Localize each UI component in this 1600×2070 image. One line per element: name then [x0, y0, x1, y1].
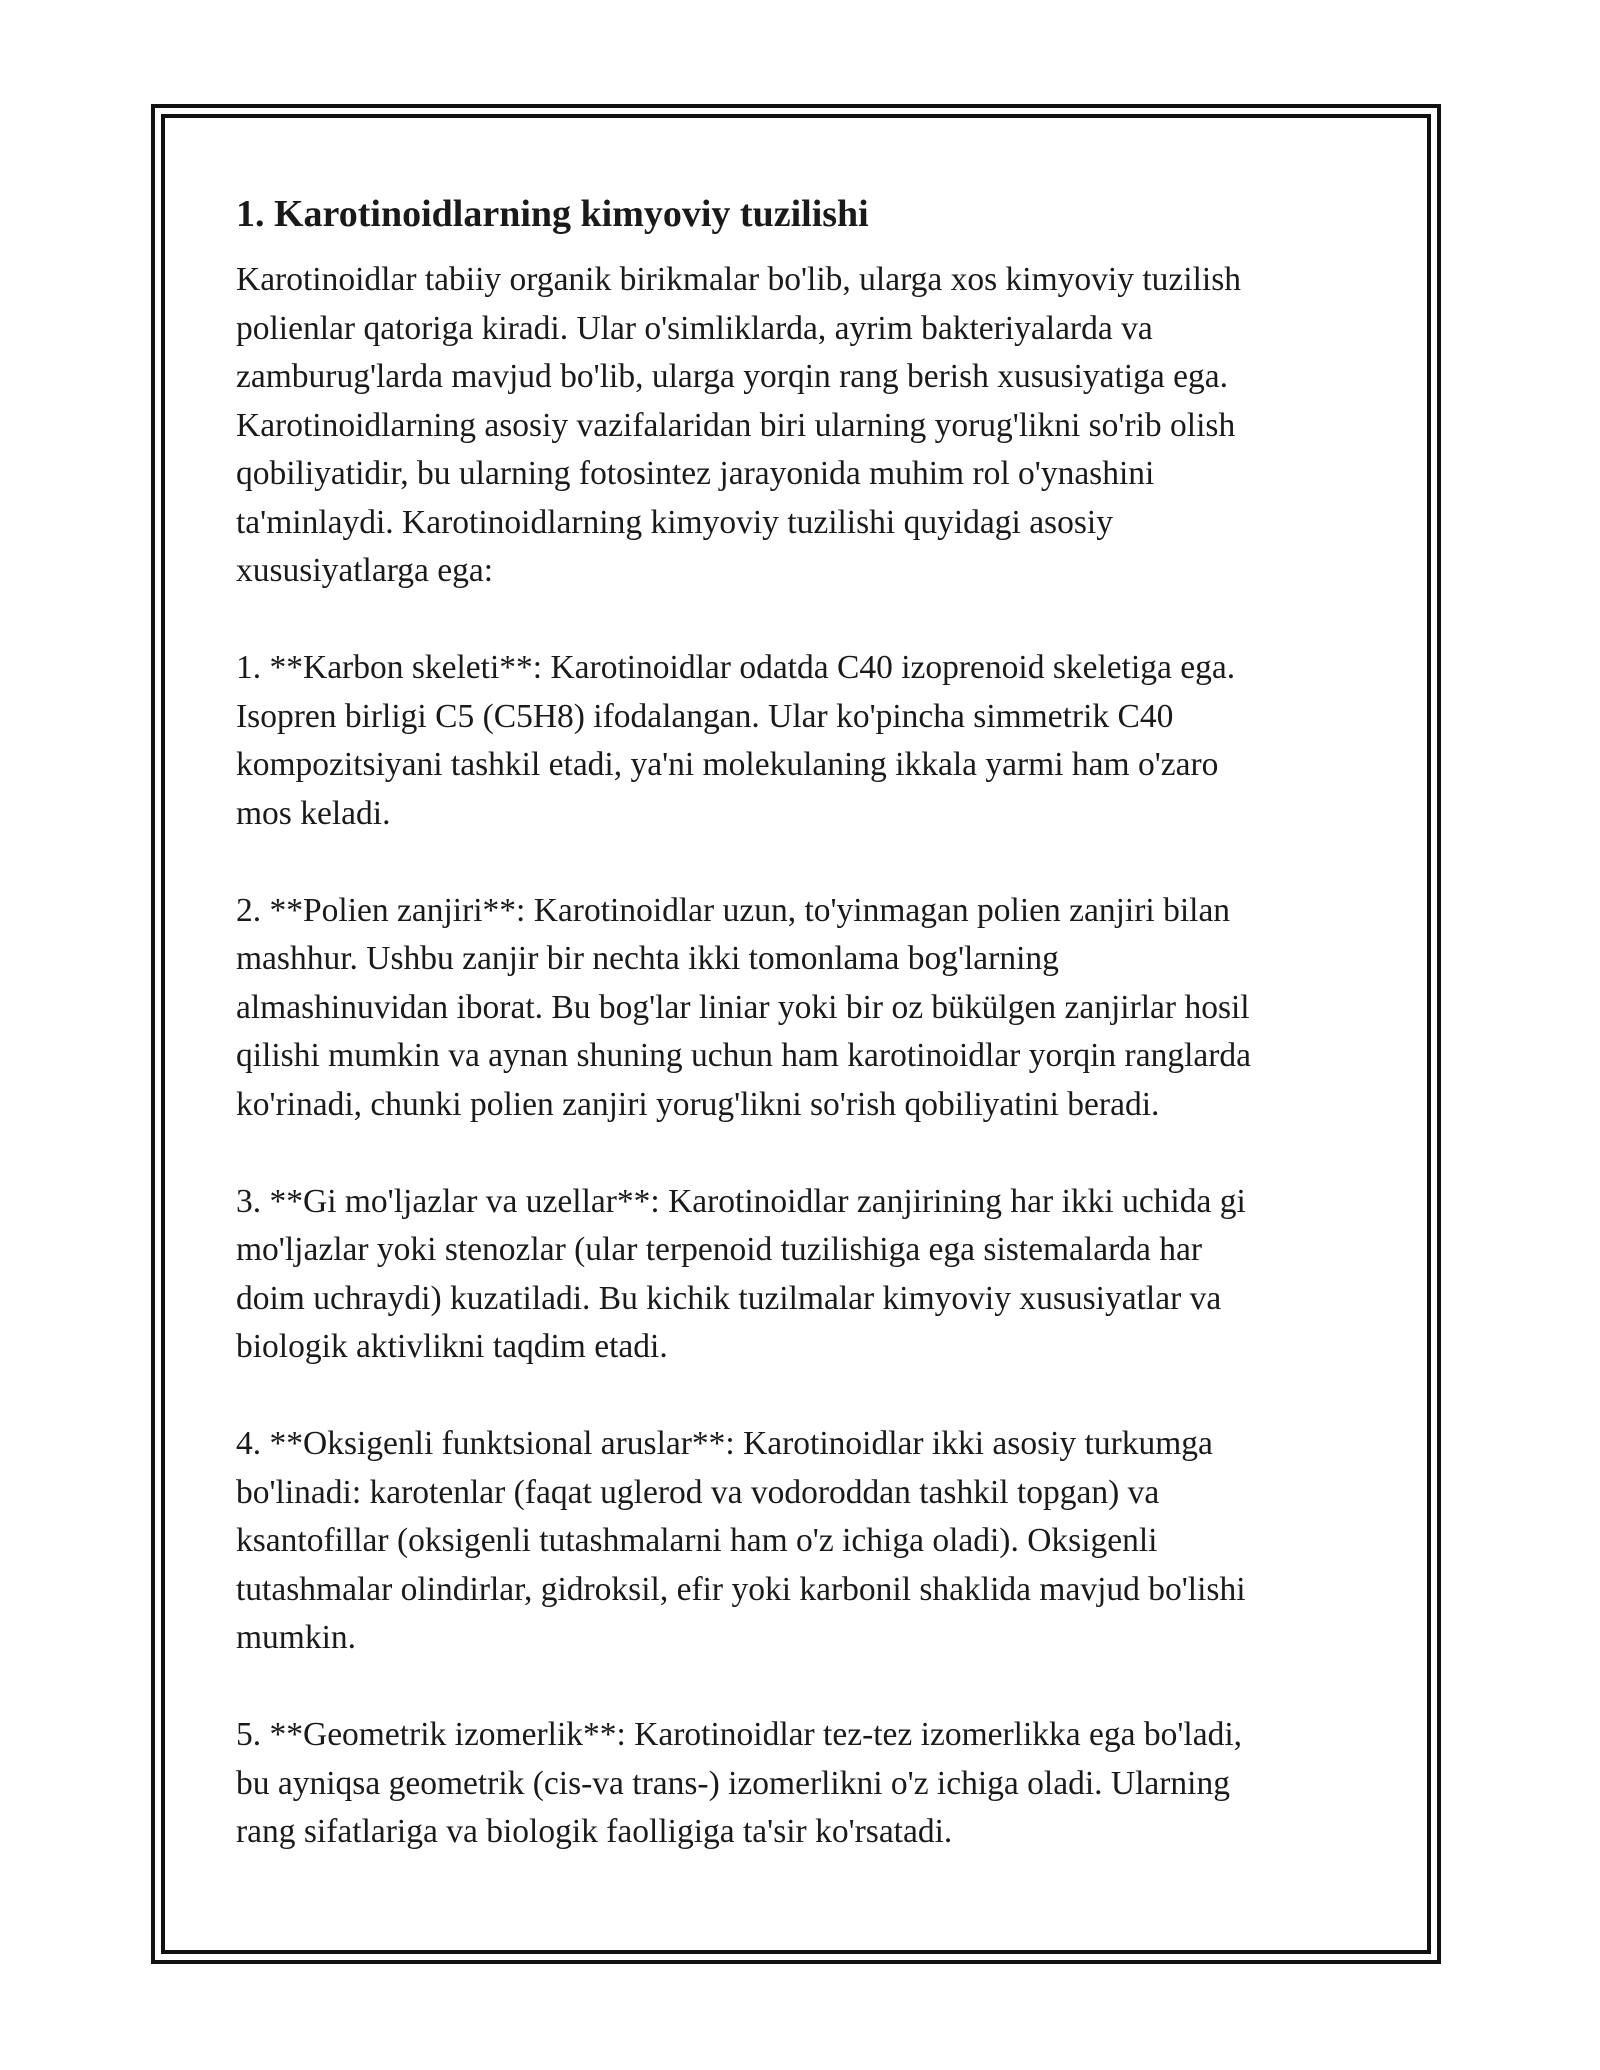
intro-paragraph: Karotinoidlar tabiiy organik birikmalar bo'lib, ularga xos kimyoviy tuzilish polienlar qatoriga kiradi. Ular o'simliklarda, ayrim bakteriyalarda va zamburug'larda mavjud bo'lib, ularga yorqin rang berish xususiyatiga ega. Karotinoidlarning asosiy vazifalaridan biri ularning yorug'likni so'rib olish qobiliyatidir, bu ularning fotosintez jarayonida muhim rol o'ynashini ta'minlaydi. Karotinoidlarning kimyoviy tuzilishi quyidagi asosiy xususiyatlarga ega: — [236, 261, 1241, 589]
list-item-geometric-isomerism: 5. **Geometrik izomerlik**: Karotinoidlar tez-tez izomerlikka ega bo'ladi, bu ayniqsa geometrik (cis-va trans-) izomerlikni o'z ichiga oladi. Ularning rang sifatlariga va biologik faolligiga ta'sir ko'rsatadi. — [236, 1716, 1243, 1850]
list-item-polyene-chain: 2. **Polien zanjiri**: Karotinoidlar uzun, to'yinmagan polien zanjiri bilan mashhur. Ushbu zanjir bir nechta ikki tomonlama bog'larning almashinuvidan iborat. Bu bog'lar liniar yoki bir oz bükülgen zanjirlar hosil qilishi mumkin va aynan shuning uchun ham karotinoidlar yorqin ranglarda ko'rinadi, chunki polien zanjiri yorug'likni so'rish qobiliyatini beradi. — [236, 891, 1252, 1123]
list-item-carbon-skeleton: 1. **Karbon skeleti**: Karotinoidlar odatda C40 izoprenoid skeletiga ega. Isopren birligi C5 (C5H8) ifodalangan. Ular ko'pincha simmetrik C40 kompozitsiyani tashkil etadi, ya'ni molekulaning ikkala yarmi ham o'zaro mos keladi. — [236, 649, 1236, 832]
document-body — [236, 186, 1366, 1857]
list-item-end-groups: 3. **Gi mo'ljazlar va uzellar**: Karotinoidlar zanjirining har ikki uchida gi mo'ljazlar yoki stenozlar (ular terpenoid tuzilishiga ega sistemalarda har doim uchraydi) kuzatiladi. Bu kichik tuzilmalar kimyoviy xususiyatlar va biologik aktivlikni taqdim etadi. — [236, 1182, 1246, 1365]
list-item-oxygen-groups: 4. **Oksigenli funktsional aruslar**: Karotinoidlar ikki asosiy turkumga bo'linadi: karotenlar (faqat uglerod va vodoroddan tashkil topgan) va ksantofillar (oksigenli tutashmalarni ham o'z ichiga oladi). Oksigenli tutashmalar olindirlar, gidroksil, efir yoki karbonil shaklida mavjud bo'lishi mumkin. — [236, 1425, 1246, 1656]
section-title: 1. Karotinoidlarning kimyoviy tuzilishi — [236, 193, 869, 235]
